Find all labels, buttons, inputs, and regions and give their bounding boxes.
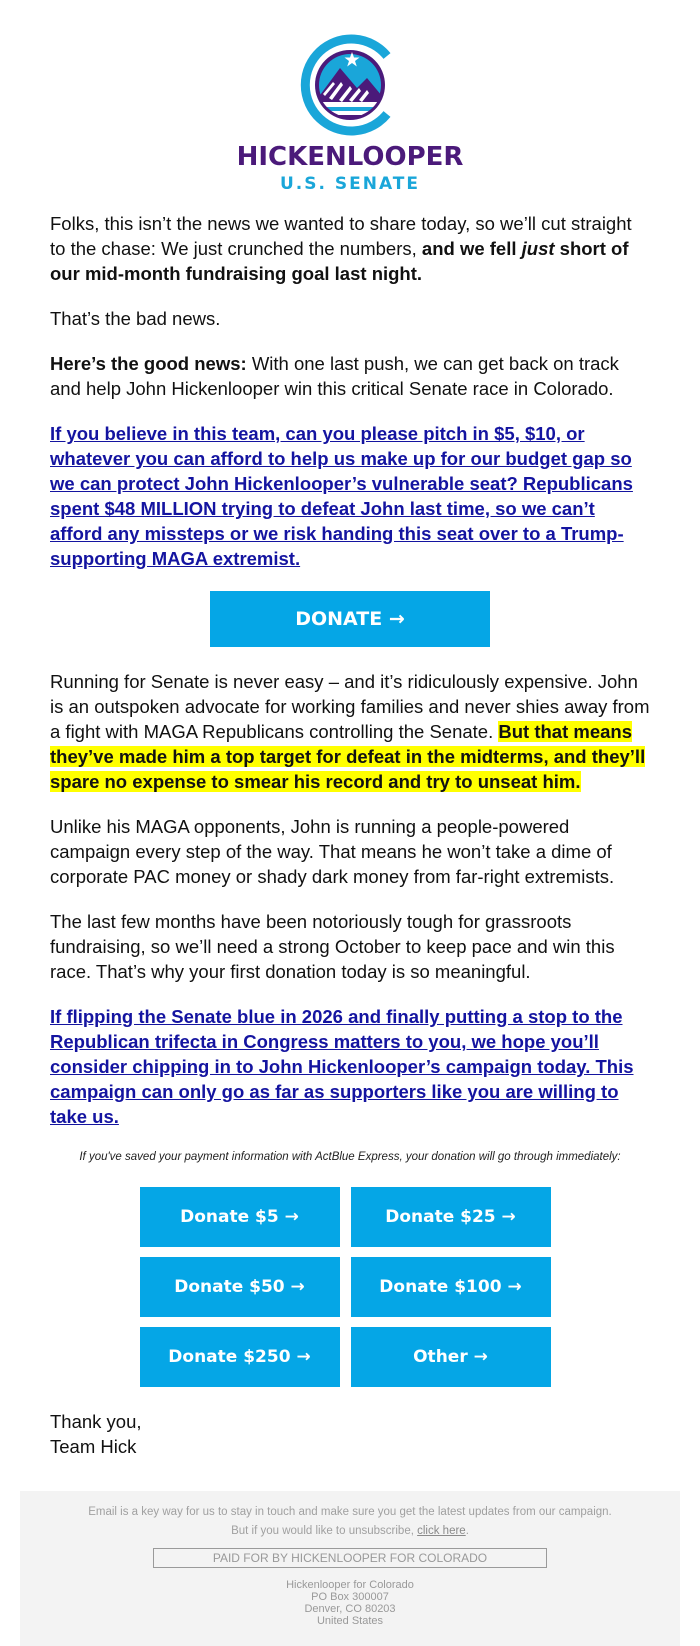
grassroots-paragraph: The last few months have been notoriously tough for grassroots fundraising, so we’ll need a strong October to keep pace and win this race. That’s why your first donation today is so meaningful.	[50, 911, 615, 982]
donation-amount-grid	[140, 1187, 561, 1387]
unsubscribe-message: Email is a key way for us to stay in touch and make sure you get the latest updates from our campaign. But if you would like to unsubscribe, click here.	[88, 1506, 612, 1537]
donate-50-button[interactable]: Donate $50 →	[140, 1257, 340, 1317]
people-powered-paragraph: Unlike his MAGA opponents, John is running a people-powered campaign every step of the way. That means he won’t take a dime of corporate PAC money or shady dark money from far-right extremists.	[50, 816, 615, 887]
highlighted-text: But that means they’ve made him a top target for defeat in the midterms, and they’ll spare no expense to smear his record and try to unseat him.	[50, 721, 646, 792]
footer	[20, 1491, 680, 1646]
email-body	[50, 211, 650, 1459]
donate-link-2[interactable]: If flipping the Senate blue in 2026 and finally putting a stop to the Republican trifecta in Congress matters to you, we hope you’ll consider chipping in to John Hickenlooper’s campaign today. This campaign can only go as far as supporters like you are willing to take us.	[50, 1006, 634, 1127]
donate-other-button[interactable]: Other →	[351, 1327, 551, 1387]
mountain-c-logo-icon	[295, 30, 405, 140]
actblue-express-note: If you've saved your payment information with ActBlue Express, your donation will go through immediately:	[79, 1151, 621, 1163]
logo-subtitle: U.S. SENATE	[279, 174, 420, 194]
unsubscribe-link[interactable]: click here	[417, 1525, 466, 1537]
signoff: Thank you, Team Hick	[50, 1411, 142, 1457]
donate-5-button[interactable]: Donate $5 →	[140, 1187, 340, 1247]
intro-paragraph: Folks, this isn’t the news we wanted to share today, so we’ll cut straight to the chase: We just crunched the numbers, and we fell just short of our mid-month fundraising goal last night.	[50, 213, 632, 284]
good-news-paragraph: Here’s the good news: With one last push, we can get back on track and help John Hickenlooper win this critical Senate race in Colorado.	[50, 353, 619, 399]
donate-button[interactable]: DONATE →	[210, 591, 490, 647]
cta-paragraph-1	[50, 421, 650, 571]
logo-wordmark: HICKENLOOPER	[236, 142, 464, 172]
donate-250-button[interactable]: Donate $250 →	[140, 1327, 340, 1387]
donate-link-1[interactable]: If you believe in this team, can you please pitch in $5, $10, or whatever you can afford to help us make up for our budget gap so we can protect John Hickenlooper’s vulnerable seat? Republicans spent $48 MILLION trying to defeat John last time, so we can’t afford any missteps or we risk handing this seat over to a Trump-supporting MAGA extremist.	[50, 423, 633, 569]
paid-for-disclaimer: PAID FOR BY HICKENLOOPER FOR COLORADO	[153, 1548, 547, 1568]
cta-paragraph-2	[50, 1004, 650, 1129]
bad-news-paragraph: That’s the bad news.	[50, 308, 221, 329]
expense-paragraph: Running for Senate is never easy – and it’s ridiculously expensive. John is an outspoken advocate for working families and never shies away from a fight with MAGA Republicans controlling the Senate. But that means they’ve made him a top target for defeat in the midterms, and they’ll spare no expense to smear his record and try to unseat him.	[50, 671, 650, 792]
mailing-address: Hickenlooper for Colorado PO Box 300007 Denver, CO 80203 United States	[286, 1579, 414, 1627]
donate-25-button[interactable]: Donate $25 →	[351, 1187, 551, 1247]
donate-100-button[interactable]: Donate $100 →	[351, 1257, 551, 1317]
campaign-logo	[0, 30, 700, 200]
